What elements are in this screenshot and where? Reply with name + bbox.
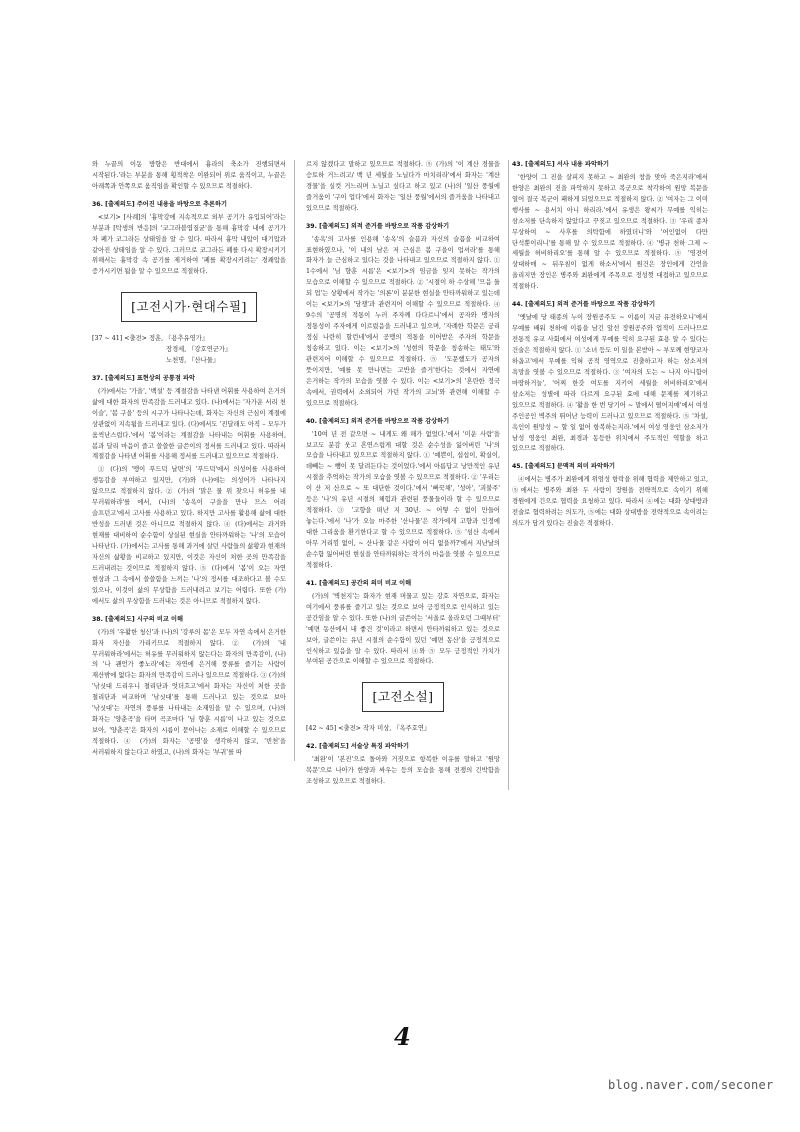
paragraph: (가)에서는 '가을', '백설' 등 계절감을 나타낸 어휘를 사용하여 은거의 삶에 대한 화자의 만족감을 드러내고 있다. (나)에서는 '자가운 서리 천 이슬', '봄 구을' 등의 시구가 나타나는데, 화자는 자신의 근심이 계절에 상관없이 지속됨을 드러내고 있다. (다)에서도 '진달래도 아직 – 모두가 움씩난스럽다.'에서 '봄'이라는 계절감을 나타내는 어휘를 사용하여, 봄과 달리 마음이 즐고 쓸쓸한 글쓴이의 정서를 드러내고 있다. 따라서 계절감을 나타낸 어휘를 사용해 정서를 드러내고 있으므로 적절하다.	[92, 387, 287, 461]
question-heading-36: 36. [출제의도] 주어진 내용을 바탕으로 추론하기	[92, 200, 227, 208]
section-title-classical-poetry: [고전시가·현대수필]	[121, 292, 257, 322]
source-line: 장경세, 『강호연군가』	[166, 346, 232, 354]
paragraph: '옛날에 당 태종의 누이 장원공주도 ~ 이름이 지금 유전하오니'에서 무예를 배워 천하에 이름을 남긴 앞선 장원공주와 업적이 드러나므로 전통적 유교 사회에서 여성에게 무예를 익히 요구된 효용 알 수 있다는 건술은 적절하지 않다. ① '소녀 등도 이 일을 본받아 ~ 부모께 현양코자 하옵고'에서 무예를 익혀 공적 영역으로 진출하고자 하는 삼소저의 욕망을 엿볼 수 있으므로 적절하다. ③ '여자의 도는 ~ 나지 아니함이 마땅하거늘', '어찌 한갓 여도를 지키어 세월을 허비하리오'에서 삼소저는 성별에 따라 다르게 요구된 효에 대해 문제를 제기하고 있으므로 적절하다. ④ '활을 한 번 당기어 ~ 말에서 떨어지매'에서 여성 주인공인 벽주의 뛰어난 능력이 드러나고 있으므로 적절하다. ⑤ '차설, 옥인이 원망성 ~ 할 일 없어 항복하는지라.'에서 여성 영웅인 삼소저가 남성 영웅인 최완, 최경과 동등한 위치에서 주도적인 역할을 하고 있으므로 적절하다.	[512, 314, 708, 453]
question-heading-40: 40. [출제의도] 외적 준거를 바탕으로 작품 감상하기	[306, 417, 450, 425]
page-number: 4	[394, 1022, 411, 1051]
question-heading-41: 41. [출제의도] 공간의 의미 비교 이해	[306, 579, 412, 587]
source-list	[92, 334, 286, 367]
source-list	[306, 724, 500, 735]
watermark: blog.naver.com/seconer	[608, 1078, 774, 1092]
paragraph: ① (다)의 '맹이 푸드덕 날면'의 '푸드덕'에서 의성어를 사용하여 생동감을 부여하고 있지만, (가)와 (나)에는 의성어가 나타나지 않으므로 적절하지 않다. ② (가)의 '맑은 물 위 찾으니 허유를 내 무러워하랴'를 에서, (나)의 '송옥이 구을을 만나 므스 어려 슬프던고'에서 고사를 사용하고 있다. 하지만 고사를 활용해 삶에 대한 반성을 드러낸 것은 아니므로 적절하지 않다. ④ (다)에서는 과거와 현재를 대비하여 순수함이 상실된 현실을 안타까워하는 '나'의 모습이 나타난다. (가)에서는 고사를 통해 과거에 살던 사람들의 삶황과 현재의 자신의 삶황을 비교하고 있지만, 이것은 자신이 처한 곳의 만족감을 드러내려는 것이므로 적절하지 않다. ⑤ (다)에서 '봄'이 오는 자연 현상과 그 속에서 쓸쓸함을 느끼는 '나'의 정서를 대조하다고 볼 수도 있으나, 이것이 삶의 무상함을 드러내려고 보기는 어렵다. 또한 (가)에서도 삶의 무상함을 드러내는 것은 아니므로 적절하지 않다.	[92, 466, 286, 605]
paragraph: '10여 년 전 같으면 ~ 내게도 왜 해가 없었다.'에서 '미운 사람'을 보고도 분감 웃고 흔연스럽게 대할 것은 순수성을 잃어버린 '나'의 모습을 나타내고 있으므로 적절하지 않다. ① '예쁜이, 섭섭이, 확실이, 데빼는 ~ 뺑이 못 달려든다는 것이었다.'에서 아름답고 낭만적인 유년 시절을 추억하는 작가의 모습을 엿볼 수 있으므로 적절하다. ② '우리는 이 산 저 산으로 ~ 또 대단한 것이다.'에서 '뻐꾹채', '성아', '괴불주' 등은 '나'의 유년 시절의 체험과 관련된 풍물들이라 할 수 있으므로 적절하다. ③ '고향을 떠난 지 30년. ~ 어떻 수 없이 만들어 놓는다.'에서 '나'가 오늘 마주한 '산나물'은 작가에게 고향과 인정에 대한 그리움을 환기한다고 할 수 있으므로 적절하다. ⑤ '섬산 속에서 아무 거리낌 없이, ~ 산나물 같은 사람이 어디 없을까?'에서 지난날의 순수함 잃어버린 현실을 안타까워하는 작가의 마음을 엿볼 수 있으므로 적절하다.	[306, 430, 500, 570]
paragraph: '송옥'의 고사를 인용해 '송옥'의 슬픔과 자신의 슬픔을 비교하여 표현하였으나, '이 내의 남은 저 근심은 봄 구을이 업셔라'를 통해 화자가 늘 근심하고 있다는 것을 나타내고 있으므로 적절하지 않다. ① 1수에서 '님 향훈 시름'은 <보기>의 임금을 잊지 못하는 작가의 모습으로 이해할 수 있으므로 적절하다. ② '시절이 하 수상해 '므음 둘 되 업'는 상황에서 작가는 '의론'이 분분한 현실을 안타까워하고 있는데 이는 <보기>의 '당쟁'과 관련지어 이해할 수 있으므로 적절하다. ④ 9수의 '공명의 적통이 누러 주자께 다다르니'에서 공자와 맹자의 정통성이 주자에게 이르렀음을 드러내고 있으며, '자례한 학문은 궁리 정심 나란히 할런네'에서 공맹의 적통을 이어받은 주자의 학문을 칭송하고 있다. 이는 <보기>의 '성현의 학문을 칭송하는 태도'와 관련지어 이해할 수 있으므로 적절하다. ⑤ '도문했도가 공자의 뜻이지만, '예를 못 만나면는 고반을 즐거'한다는 것에서 자연에 은거하는 작가의 모습을 엿볼 수 있다. 이는 <보기>의 '혼란한 정국 속에서, 권력에서 소외되어 가던 작가의 고뇌'와 관련해 이해할 수 있으므로 적절하다.	[306, 235, 500, 407]
paragraph: '최완'이 '본진'으로 돌아와 거짓으로 항복한 이유를 말하고 '원망 복문'으로 나아가 한양과 싸우는 등의 모습을 통해 전쟁의 긴박함을 조성하고 있으므로 적절하다.	[306, 755, 500, 785]
source-line: [37 ~ 41] <출전> 정훈, 『용추유영가』	[92, 335, 209, 343]
question-heading-37: 37. [출제의도] 표현상의 공통점 파악	[92, 374, 195, 382]
source-line: [42 ~ 45] <출전> 작자 미상, 『옥주호연』	[306, 725, 431, 733]
paragraph: (가)의 '벽천지'는 화자가 현재 머물고 있는 강호 자연으로, 화자는 여기에서 풍류를 즐기고 있는 것으로 보아 긍정적으로 인식하고 있는 공간임을 알 수 있다. 또한 (나)의 글쓴이는 '서울로 올라오던 그때부터' '예면 동산에서 내 좋건 것'이라고 하면서 안타까워하고 있는 것으로 보아, 글쓴이는 유년 시절의 순수함이 있던 '예면 동산'을 긍정적으로 인식하고 있음을 알 수 있다. 따라서 ④와 ⑤ 모두 긍정적인 가치가 부여된 공간으로 이해할 수 있으므로 적절하다.	[306, 592, 500, 666]
column-3	[512, 160, 708, 532]
column-1	[92, 160, 295, 761]
question-heading-38: 38. [출제의도] 시구의 비교 이해	[92, 615, 183, 623]
question-heading-42: 42. [출제의도] 서술상 특징 파악하기	[306, 743, 409, 751]
paragraph: (가)의 '우활한 청신'과 (나)의 '강루의 몸'은 모두 자연 속에서 은거한 화자 자신을 가리키므로 적절하지 않다. ② (가)의 '내 무러워하라'에서는 허유를 무러워하지 않는다는 화자의 만족감이, (나)의 '나 괜언가 좋노라'에는 자연에 은거해 풍류를 즐기는 사람이 재산밖에 없다는 화자의 만족감이 드러나 있으므로 적절하다. ③ (가)의 '낚싯대 드리우니 철리단과 엇더흐고'에서 화자는 자신이 처한 곳을 철리단과 비교하며 '낚싯대'를 통해 드러나고 있는 것으로 보아 '낚싯대'는 자연의 풍류를 나타내는 소재임을 알 수 있으며, (나)의 화자는 '양춘곡'을 타며 곡조마다 '님 향훈 시름'이 나고 있는 것으로 보아, '양춘곡'은 화자의 시름이 묻어나는 소재로 이해할 수 있으므로 적절하다. ④ (가)의 화자는 '공명'을 생각하지 않고, '빈천'을 서러워하지 않는다고 하였고, (나)의 화자는 '부귀'를 따	[92, 628, 286, 757]
question-heading-45: 45. [출제의도] 문맥적 의미 파악하기	[512, 463, 615, 471]
paragraph: ④에서는 병주가 최완에게 위엄성 항락을 위해 협력을 제안하고 있고, ⑤에서는 병주와 최완 두 사람이 장원을 전략적으로 속이기 위해 경원에게 긴으로 협력을 요청하고 있다. 따라서 ④에는 대화 상대방과 전술로 협력하려는 의도가, ⑤에는 대화 상대방을 전략적으로 속이려는 의도가 담겨 있다는 진술은 적절하다.	[512, 476, 708, 528]
source-line: 노천명, 『산나물』	[166, 357, 220, 365]
column-2	[306, 160, 509, 790]
section-title-classical-novel: [고전소설]	[362, 682, 443, 712]
question-heading-44: 44. [출제의도] 외적 준거를 바탕으로 작품 감상하기	[512, 301, 656, 309]
paragraph: '한양이 그 진을 살피지 못하고 ~ 최완의 창을 맞아 죽은지라'에서 한양은 최완의 진을 파악하지 못하고 복군으로 착각하여 원망 복문을 열어 결국 복군이 패하게 되었으므로 적절하지 않다. ② '여자는 그 이미 행사를 ~ 용서치 아니 하리라.'에서 유생은 왕씨가 무예를 익히는 삼소저를 단속하지 않았다고 꾸짖고 있으므로 적절하다. ③ '우리 종차 무상하여 ~ 사후를 의탁함에 하였더니'와 '어인없이 다만 단석뿐이리니'를 통해 알 수 있으므로 적절하다. ④ '병규 천하 그제 ~ 세월을 허비하리오'를 통해 알 수 있으므로 적절하다. ⑤ '영전이 상대하매 ~ 뒤우침이 없게 하소서'에서 원건은 장인에게 간언을 올리지만 장인은 병주와 최완에게 주목으로 정성껏 대접하고 있으므로 적절하다.	[512, 173, 708, 291]
paragraph: 르지 않겠다고 말하고 있으므로 적절하다. ⑤ (가)의 '이 계산 경물을 승토하 거느려고/ 백 년 세월을 노닐다가 마치리라'에서 화자는 '계산 경물'을 실컷 거느리며 노닐고 싶다고 하고 있고 (나)의 '일산 풍월에 즐거움이 '구이 업다'에서 화자는 '일산 풍월'에서의 즐거움을 나타내고 있으므로 적절하다.	[306, 161, 500, 212]
question-heading-39: 39. [출제의도] 외적 준거를 바탕으로 작품 감상하기	[306, 222, 450, 230]
paragraph: 와 누끝의 이동 방향은 반대에서 흉라의 축소가 진행되면서 시작된다.'라는 부분을 통해 횡적착은 이완되어 위로 움직이고, 누끝은 아래쪽과 안쪽으로 움직임을 확인할 수 있으므로 적절하다.	[92, 161, 286, 190]
question-heading-43: 43. [출제의도] 서사 내용 파악하기	[512, 161, 609, 168]
paragraph: <보기> [사례]의 '흉막강에 지속적으로 외부 공기가 유입되어'라는 부분과 [탁생의 반응]의 '코그라블엽질균'을 통해 흉막강 내에 공기가 차 폐가 코그라든 상태임을 알 수 있다. 따라서 흉막 내압이 대기압과 같아진 상태임을 알 수 있다. 그러므로 코그라든 폐를 다시 확장시키기 위해서는 흉막강 속 공기를 제거하여 '폐를 확장시키려는' 경쾌압을 증가시키면 됨을 알 수 있으므로 적절하다.	[92, 213, 286, 276]
